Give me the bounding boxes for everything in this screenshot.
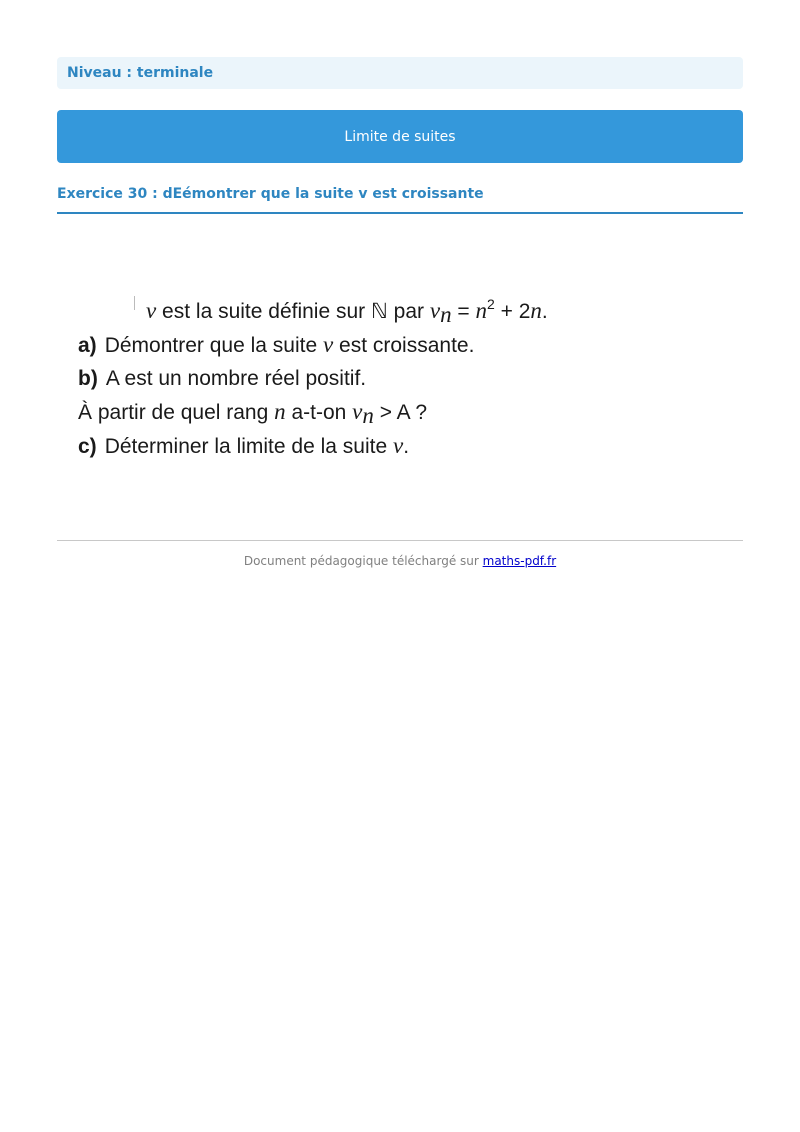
question-a-text: Démontrer que la suite: [104, 334, 323, 357]
footer-link[interactable]: maths-pdf.fr: [482, 554, 557, 568]
question-b-line-2: [78, 395, 548, 429]
var-n: n: [274, 399, 286, 424]
exponent: 2: [487, 296, 495, 312]
subscript-n: n: [362, 403, 374, 428]
question-b-line2-end: > A ?: [373, 401, 428, 424]
footer: [57, 554, 743, 568]
var-vn: v: [429, 298, 441, 323]
page: [57, 57, 743, 568]
statement-intro: est la suite définie sur ℕ par: [156, 300, 430, 323]
question-c-text: Déterminer la limite de la suite: [104, 435, 393, 458]
question-c: [78, 429, 548, 463]
var-v: v: [392, 433, 404, 458]
var-n-2: n: [530, 298, 542, 323]
var-v: v: [322, 332, 334, 357]
question-b-line2-mid: a-t-on: [285, 401, 353, 424]
question-b: [78, 362, 548, 395]
question-b-text: A est un nombre réel positif.: [105, 367, 367, 390]
chapter-title: Limite de suites: [344, 128, 456, 145]
exercise-title: Exercice 30 : dEémontrer que la suite v est croissante: [57, 186, 743, 214]
exercise-body: [57, 214, 743, 540]
footer-text: Document pédagogique téléchargé sur: [243, 554, 483, 568]
statement-line: [78, 294, 548, 328]
question-a: [78, 328, 548, 362]
period: .: [541, 300, 548, 323]
question-b-line2-text: À partir de quel rang: [78, 401, 275, 424]
plus-term: + 2: [494, 300, 531, 323]
var-v: v: [146, 298, 157, 323]
question-a-text-end: est croissante.: [333, 334, 475, 357]
var-n: n: [475, 298, 487, 323]
question-b-label: b): [78, 367, 98, 390]
question-a-label: a): [78, 334, 97, 357]
question-c-label: c): [78, 435, 97, 458]
level-label: Niveau : terminale: [67, 65, 214, 81]
level-banner: [57, 57, 743, 89]
problem-statement: [78, 294, 548, 463]
footer-divider: [57, 540, 743, 541]
subscript-n: n: [440, 302, 452, 327]
scan-mark: [134, 296, 135, 310]
equals-sign: =: [451, 300, 476, 323]
chapter-banner: [57, 110, 743, 163]
question-c-text-end: .: [403, 435, 410, 458]
var-vn: v: [352, 399, 363, 424]
